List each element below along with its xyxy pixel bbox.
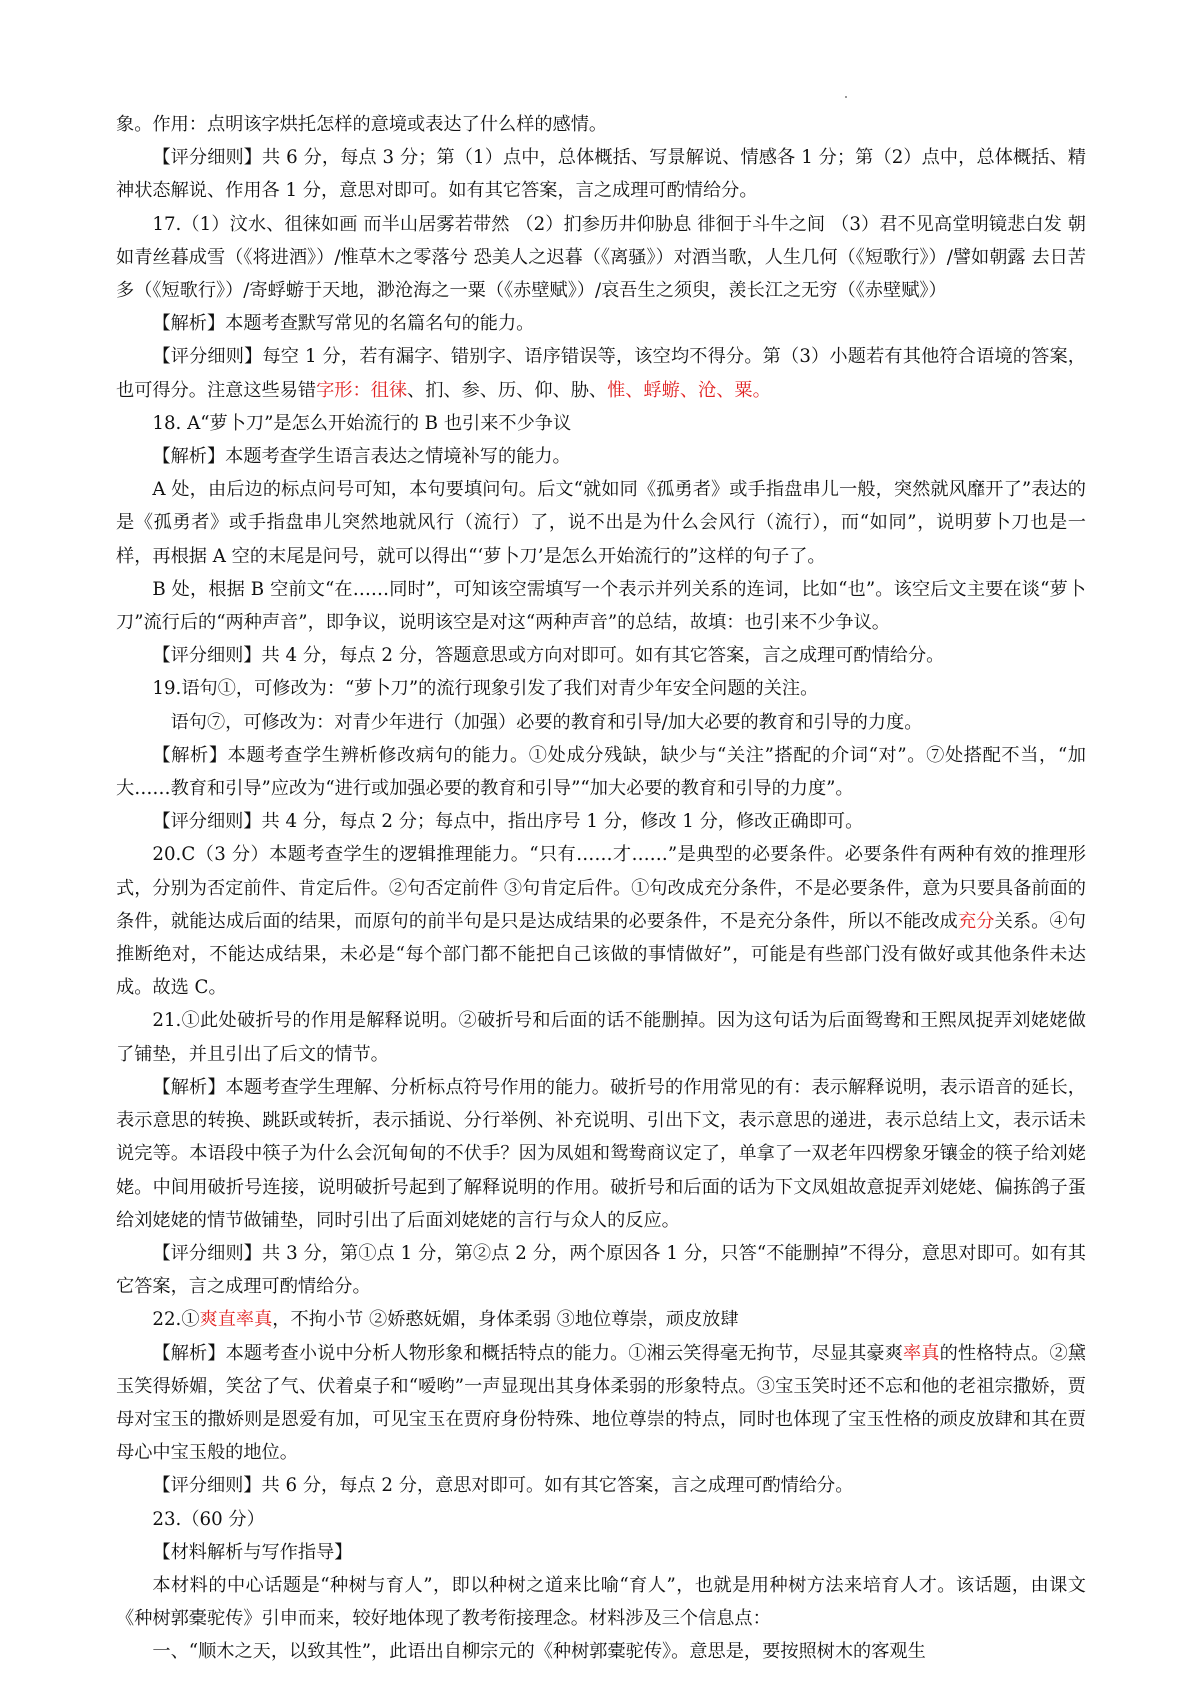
answer-20 <box>116 838 1086 1004</box>
answer-22 <box>116 1303 1086 1336</box>
answer-20-red: 充分 <box>957 910 995 932</box>
analysis-22-rest: 的性格特点。②黛玉笑得娇媚，笑岔了气、伏着桌子和“嗳哟”一声显现出其身体柔弱的形象特点。③宝玉笑时还不忘和他的老祖宗撒娇，贾母对宝玉的撒娇则是恩爱有加，可见宝玉在贾府身份特殊、地位尊崇的特点，同时也体现了宝玉性格的顽皮放肆和其在贾母心中宝玉般的地位。 <box>116 1342 1086 1464</box>
page-dot-mark <box>845 96 847 98</box>
answer-21: 21.①此处破折号的作用是解释说明。②破折号和后面的话不能删掉。因为这句话为后面鸳鸯和王熙凤捉弄刘姥姥做了铺垫，并且引出了后文的情节。 <box>116 1010 1086 1065</box>
answer-20-rest: 关系。④句推断绝对，不能达成结果，未必是“每个部门都不能把自己该做的事情做好”，可能是有些部门没有做好或其他条件未达成。故选 C。 <box>116 910 1086 999</box>
scoring-17-red-1: 字形：徂徕 <box>316 379 408 401</box>
question-23: 23.（60 分） <box>152 1508 265 1530</box>
analysis-18-a: A 处，由后边的标点问号可知，本句要填问句。后文“就如同《孤勇者》或手指盘串儿一般，突然就风靡开了”表达的是《孤勇者》或手指盘串儿突然地就风行（流行）了，说不出是为什么会风行（流行），而“如同”，说明萝卜刀也是一样，再根据 A 空的末尾是问号，就可以得出“‘萝卜刀’是怎么开始流行的”这样的句子了。 <box>116 479 1086 567</box>
paragraph-16-tail: 象。作用：点明该字烘托怎样的意境或表达了什么样的感情。 <box>116 114 608 135</box>
answer-22-red: 爽直率真 <box>199 1309 273 1331</box>
scoring-19: 【评分细则】共 4 分，每点 2 分；每点中，指出序号 1 分，修改 1 分，修改正确即可。 <box>152 811 864 833</box>
answer-19-2: 语句⑦，可修改为：对青少年进行（加强）必要的教育和引导/加大必要的教育和引导的力度。 <box>170 711 923 733</box>
answer-17: 17.（1）汶水、徂徕如画 而半山居雾若带然 （2）扪参历井仰胁息 徘徊于斗牛之间 （3）君不见高堂明镜悲白发 朝如青丝暮成雪（《将进酒》）/惟草木之零落兮 恐美人之迟暮（《离骚》）对酒当歌，人生几何（《短歌行》）/譬如朝露 去日苦多（《短歌行》）/寄蜉蝣于天地，渺沧海之一粟（《赤壁赋》）/哀吾生之须臾，羡长江之无穷（《赤壁赋》） <box>116 213 1086 302</box>
analysis-18-b: B 处，根据 B 空前文“在……同时”，可知该空需填写一个表示并列关系的连词，比如“也”。该空后文主要在谈“萝卜刀”流行后的“两种声音”，即争议，说明该空是对这“两种声音”的总结，故填：也引来不少争议。 <box>116 578 1086 634</box>
analysis-22-red: 率真 <box>903 1342 940 1364</box>
scoring-16: 【评分细则】共 6 分，每点 3 分；第（1）点中，总体概括、写景解说、情感各 1 分；第（2）点中，总体概括、精神状态解说、作用各 1 分，意思对即可。如有其它答案，言之成理可酌情给分。 <box>116 147 1086 202</box>
answer-18: 18. A“萝卜刀”是怎么开始流行的 B 也引来不少争议 <box>152 412 572 434</box>
analysis-19: 【解析】本题考查学生辨析修改病句的能力。①处成分残缺，缺少与“关注”搭配的介词“对”。⑦处搭配不当，“加大……教育和引导”应改为“进行或加强必要的教育和引导”“加大必要的教育和引导的力度”。 <box>116 744 1086 800</box>
scoring-17-text: 【评分细则】每空 1 分，若有漏字、错别字、语序错误等，该空均不得分。第（3）小题若有其他符合语境的答案，也可得分。注意这些易错 <box>116 346 1086 401</box>
analysis-21: 【解析】本题考查学生理解、分析标点符号作用的能力。破折号的作用常见的有：表示解释说明，表示语音的延长，表示意思的转换、跳跃或转折，表示插说、分行举例、补充说明、引出下文，表示意思的递进，表示总结上文，表示话未说完等。本语段中筷子为什么会沉甸甸的不伏手？因为凤姐和鸳鸯商议定了，单拿了一双老年四楞象牙镶金的筷子给刘姥姥。中间用破折号连接，说明破折号起到了解释说明的作用。破折号和后面的话为下文凤姐故意捉弄刘姥姥、偏拣鸽子蛋给刘姥姥的情节做铺垫，同时引出了后面刘姥姥的言行与众人的反应。 <box>116 1076 1086 1231</box>
scoring-18: 【评分细则】共 4 分，每点 2 分，答题意思或方向对即可。如有其它答案，言之成理可酌情给分。 <box>152 645 945 667</box>
analysis-18: 【解析】本题考查学生语言表达之情境补写的能力。 <box>152 446 571 468</box>
scoring-17 <box>116 340 1086 406</box>
analysis-22-text: 【解析】本题考查小说中分析人物形象和概括特点的能力。①湘云笑得毫无拘节，尽显其豪爽 <box>152 1342 903 1364</box>
answer-20-text: 20.C（3 分）本题考查学生的逻辑推理能力。“只有……才……”是典型的必要条件。必要条件有两种有效的推理形式，分别为否定前件、肯定后件。②句否定前件 ③句肯定后件。①句改成充分条件，不是必要条件，意为只要具备前面的条件，就能达成后面的结果，而原句的前半句是只是达成结果的必要条件，不是充分条件，所以不能改成 <box>116 844 1086 932</box>
scoring-17-mid: 、扪、参、历、仰、胁、 <box>407 379 608 401</box>
answer-19-1: 19.语句①，可修改为：“萝卜刀”的流行现象引发了我们对青少年安全问题的关注。 <box>152 678 819 700</box>
answer-22-rest: ，不拘小节 ②娇憨妩媚，身体柔弱 ③地位尊崇，顽皮放肆 <box>272 1309 739 1331</box>
scoring-17-red-2: 惟、蜉蝣、沧、粟。 <box>607 379 771 401</box>
scoring-22: 【评分细则】共 6 分，每点 2 分，意思对即可。如有其它答案，言之成理可酌情给分。 <box>152 1475 854 1497</box>
answer-22-num: 22.① <box>152 1309 200 1331</box>
heading-23: 【材料解析与写作指导】 <box>152 1541 353 1563</box>
material-23: 本材料的中心话题是“种树与育人”，即以种树之道来比喻“育人”，也就是用种树方法来培育人才。该话题，由课文《种树郭橐驼传》引申而来，较好地体现了教考衔接理念。材料涉及三个信息点： <box>116 1574 1086 1630</box>
scoring-21: 【评分细则】共 3 分，第①点 1 分，第②点 2 分，两个原因各 1 分，只答“不能删掉”不得分，意思对即可。如有其它答案，言之成理可酌情给分。 <box>116 1242 1086 1298</box>
point-1-23: 一、“顺木之天，以致其性”，此语出自柳宗元的《种树郭橐驼传》。意思是，要按照树木的客观生 <box>152 1641 926 1663</box>
analysis-17: 【解析】本题考查默写常见的名篇名句的能力。 <box>152 313 535 335</box>
analysis-22 <box>116 1337 1086 1470</box>
